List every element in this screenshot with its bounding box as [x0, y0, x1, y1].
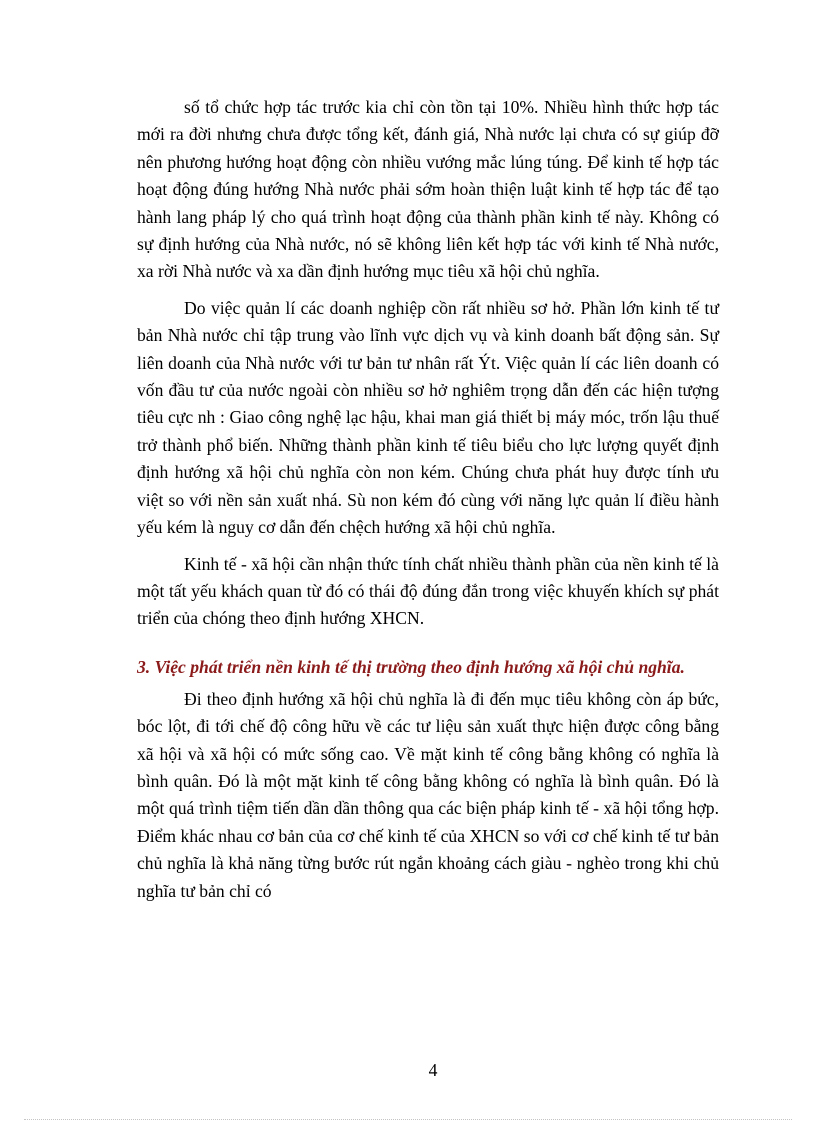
page-content	[137, 94, 719, 905]
footer-divider	[24, 1119, 792, 1120]
paragraph-2: Do việc quản lí các doanh nghiệp cồn rất nhiều sơ hở. Phần lớn kinh tế tư bản Nhà nước chỉ tập trung vào lĩnh vực dịch vụ và kinh doanh bất động sản. Sự liên doanh của Nhà nước với tư bản tư nhân rất Ýt. Việc quản lí các liên doanh có vốn đầu tư của nước ngoài còn nhiều sơ hở nghiêm trọng dẫn đến các hiện tượng tiêu cực nh : Giao công nghệ lạc hậu, khai man giá thiết bị máy móc, trốn lậu thuế trở thành phổ biến. Những thành phần kinh tế tiêu biểu cho lực lượng quyết định định hướng xã hội chủ nghĩa còn non kém. Chúng chưa phát huy được tính ưu việt so với nền sản xuất nhá. Sù non kém đó cùng với năng lực quản lí điều hành yếu kém là nguy cơ dẫn đến chệch hướng xã hội chủ nghĩa.	[137, 297, 719, 538]
paragraph-4: Đi theo định hướng xã hội chủ nghĩa là đi đến mục tiêu không còn áp bức, bóc lột, đi tới chế độ công hữu về các tư liệu sản xuất thực hiện được công bằng xã hội và xã hội có mức sống cao. Về mặt kinh tế công bằng không có nghĩa là bình quân. Đó là một mặt kinh tế công bằng không có nghĩa là bình quân. Đó là một quá trình tiệm tiến dần dần thông qua các biện pháp kinh tế - xã hội tổng hợp. Điểm khác nhau cơ bản của cơ chế kinh tế của XHCN so với cơ chế kinh tế tư bản chủ nghĩa là khả năng từng bước rút ngắn khoảng cách giàu - nghèo trong khi chủ nghĩa tư bản chỉ có	[137, 688, 719, 901]
paragraph-3: Kinh tế - xã hội cần nhận thức tính chất nhiều thành phần của nền kinh tế là một tất yếu khách quan từ đó có thái độ đúng đắn trong việc khuyến khích sự phát triển của chóng theo định hướng XHCN.	[137, 553, 719, 629]
paragraph-1: số tổ chức hợp tác trước kia chỉ còn tồn tại 10%. Nhiều hình thức hợp tác mới ra đời nhưng chưa được tổng kết, đánh giá, Nhà nước lại chưa có sự giúp đỡ nên phương hướng hoạt động còn nhiều vướng mắc lúng túng. Để kinh tế hợp tác hoạt động đúng hướng Nhà nước phải sớm hoàn thiện luật kinh tế hợp tác để tạo hành lang pháp lý cho quá trình hoạt động của thành phần kinh tế này. Không có sự định hướng của Nhà nước, nó sẽ không liên kết hợp tác với kinh tế Nhà nước, xa rời Nhà nước và xa dần định hướng mục tiêu xã hội chủ nghĩa.	[137, 97, 719, 282]
page-number: 4	[428, 1060, 438, 1080]
section-heading: 3. Việc phát triển nền kinh tế thị trường theo định hướng xã hội chủ nghĩa.	[137, 656, 685, 677]
